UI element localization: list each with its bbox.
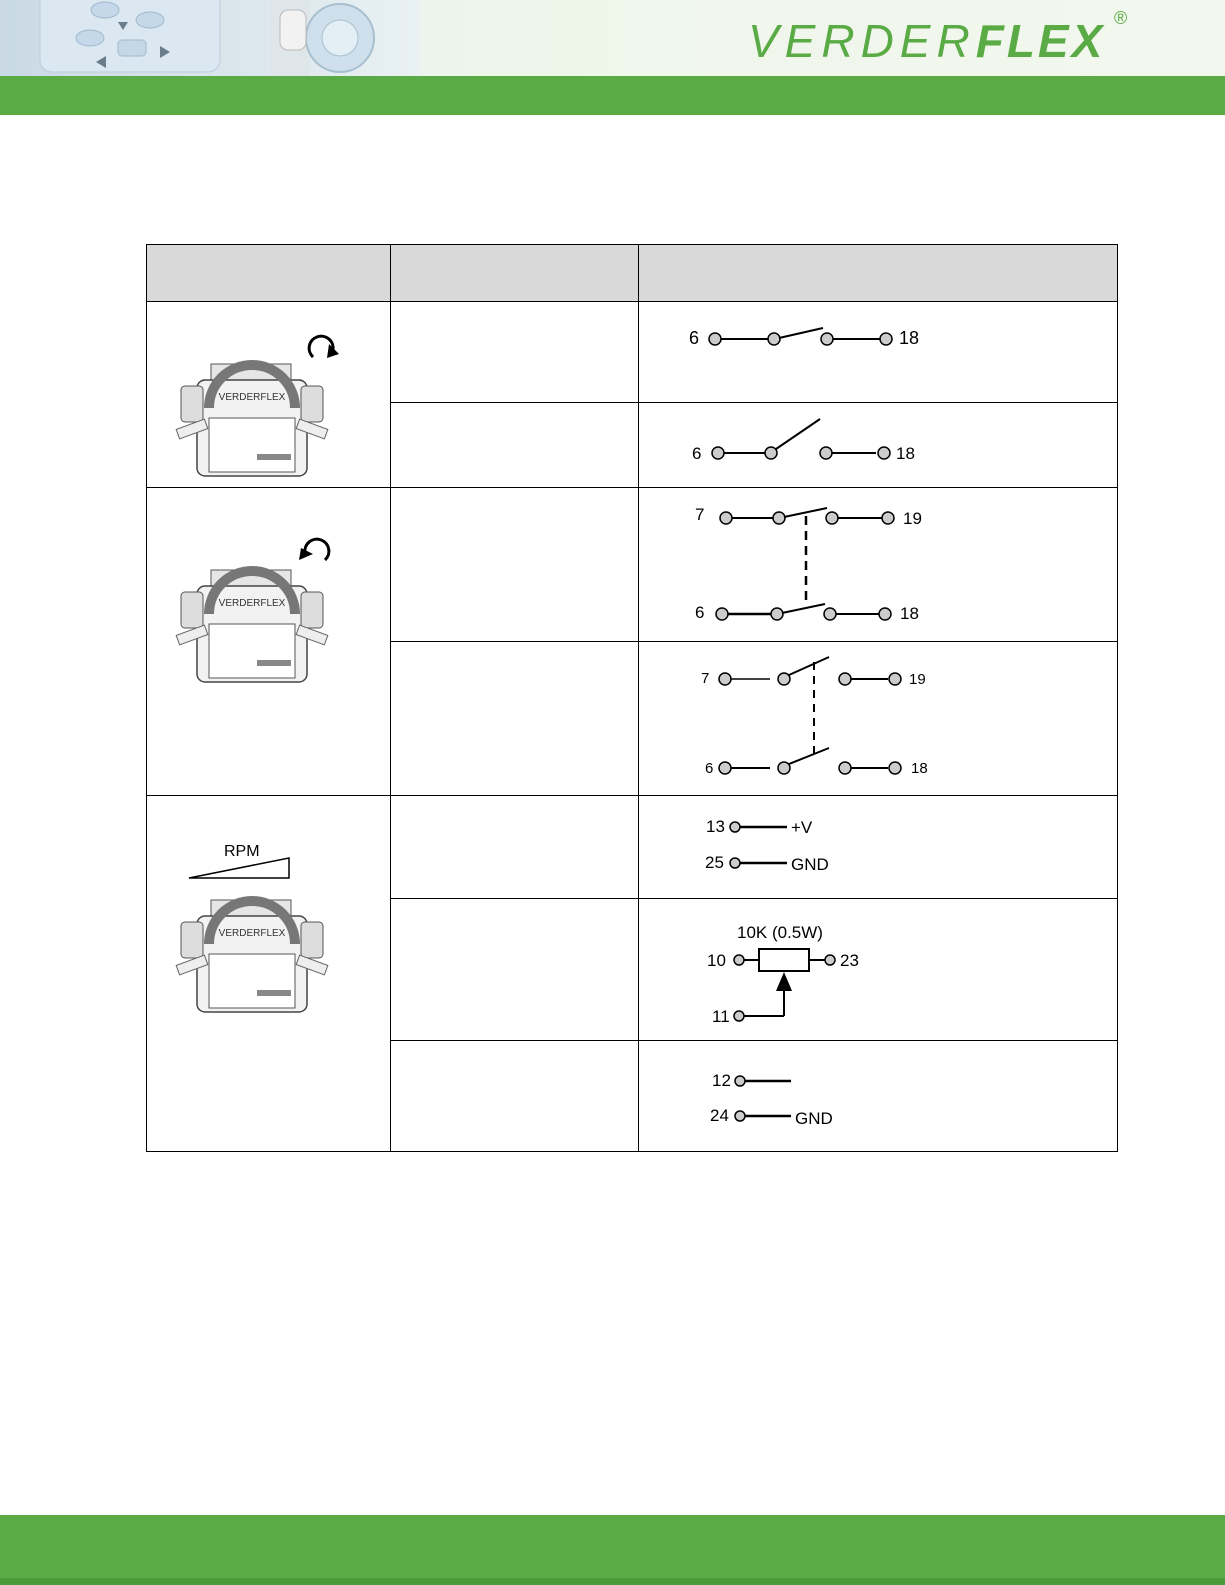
row1a-label xyxy=(391,302,639,403)
table-header-1 xyxy=(147,245,391,302)
footer-green-bar xyxy=(0,1515,1225,1585)
dual-switch-open-diagram xyxy=(639,642,1118,795)
current-input-diagram xyxy=(639,1041,1118,1151)
header-green-bar xyxy=(0,76,1225,115)
row3a-diagram xyxy=(639,796,1118,899)
voltage-input-diagram xyxy=(639,796,1118,898)
pump-cell-counterclockwise xyxy=(147,488,391,796)
pump-illustration xyxy=(147,302,391,486)
svg-text:18: 18 xyxy=(900,604,919,623)
potentiometer-diagram xyxy=(639,899,1118,1040)
svg-text:13: 13 xyxy=(706,817,725,836)
clockwise-rotation-icon xyxy=(309,336,339,358)
row2a-diagram xyxy=(639,488,1118,642)
svg-text:6: 6 xyxy=(689,328,700,348)
svg-text:RPM: RPM xyxy=(224,843,260,860)
header-banner xyxy=(0,0,1225,76)
pump-cell-clockwise xyxy=(147,302,391,488)
svg-text:10K (0.5W): 10K (0.5W) xyxy=(737,923,823,942)
row1b-label xyxy=(391,403,639,488)
svg-text:+V: +V xyxy=(791,818,813,837)
row1b-diagram xyxy=(639,403,1118,488)
row3b-diagram xyxy=(639,899,1118,1041)
footer-strip xyxy=(0,1578,1225,1585)
svg-text:23: 23 xyxy=(840,951,859,970)
row3c-label xyxy=(391,1041,639,1152)
header-pump-photo xyxy=(0,0,420,76)
svg-text:6: 6 xyxy=(705,760,714,777)
table-header-2 xyxy=(391,245,639,302)
row2b-diagram xyxy=(639,642,1118,796)
switch-closed-diagram xyxy=(639,302,1118,402)
svg-text:VERDERFLEX: VERDERFLEX xyxy=(218,392,286,403)
row1a-diagram xyxy=(639,302,1118,403)
svg-text:18: 18 xyxy=(911,760,928,777)
dual-switch-closed-diagram xyxy=(639,488,1118,641)
row3a-label xyxy=(391,796,639,899)
svg-text:18: 18 xyxy=(899,328,920,348)
svg-text:24: 24 xyxy=(710,1106,729,1125)
svg-text:25: 25 xyxy=(705,853,724,872)
switch-open-diagram xyxy=(639,403,1118,487)
row3c-diagram xyxy=(639,1041,1118,1152)
svg-text:6: 6 xyxy=(692,444,702,463)
svg-text:VERDERFLEX: VERDERFLEX xyxy=(218,598,286,609)
pump-illustration xyxy=(147,488,391,688)
verderflex-logo: VERDERFLEX ® xyxy=(748,8,1128,67)
row2b-label xyxy=(391,642,639,796)
svg-text:18: 18 xyxy=(896,444,915,463)
row2a-label xyxy=(391,488,639,642)
svg-text:19: 19 xyxy=(909,671,926,688)
pump-illustration xyxy=(147,796,391,1016)
svg-text:12: 12 xyxy=(712,1071,731,1090)
pump-cell-speed xyxy=(147,796,391,1152)
svg-text:19: 19 xyxy=(903,509,922,528)
svg-text:7: 7 xyxy=(695,505,705,524)
svg-text:VERDERFLEX: VERDERFLEX xyxy=(218,928,286,939)
svg-text:GND: GND xyxy=(795,1109,833,1128)
row3b-label xyxy=(391,899,639,1041)
svg-text:7: 7 xyxy=(701,670,710,687)
svg-text:GND: GND xyxy=(791,855,829,874)
table-header-3 xyxy=(639,245,1118,302)
counterclockwise-rotation-icon xyxy=(299,539,329,560)
svg-text:10: 10 xyxy=(707,951,726,970)
svg-text:11: 11 xyxy=(712,1007,730,1026)
rpm-ramp-icon xyxy=(189,843,289,878)
wiring-table xyxy=(146,244,1118,1152)
svg-text:6: 6 xyxy=(695,603,705,622)
